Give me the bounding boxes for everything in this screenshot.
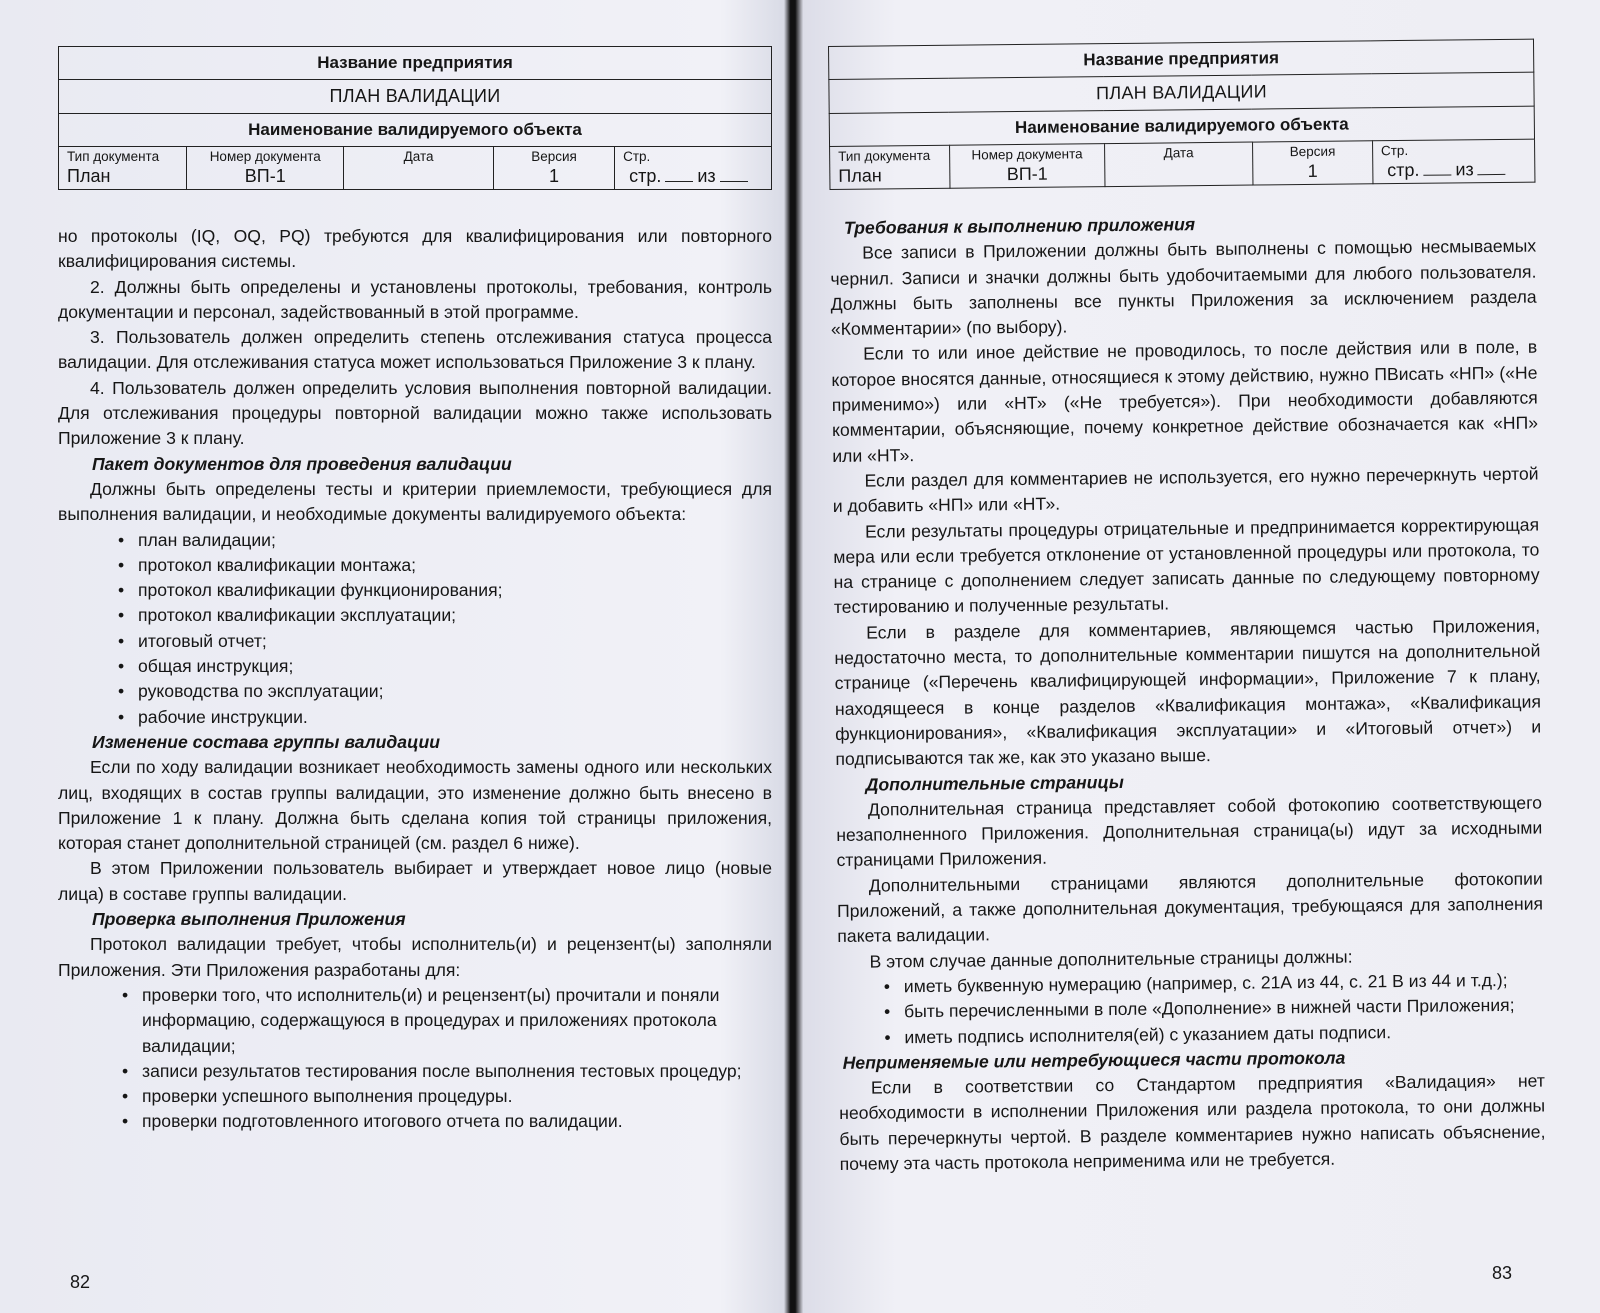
paragraph: Протокол валидации требует, чтобы исполнитель(и) и рецензент(ы) заполняли Приложения. Эти Приложения разработаны для: bbox=[58, 934, 772, 980]
object-title: Наименование валидируемого объекта bbox=[829, 106, 1534, 146]
page-number-right: 83 bbox=[1492, 1263, 1513, 1283]
list-item: • проверки того, что исполнитель(и) и рецензент(ы) прочитали и поняли информацию, содержащуюся в процедурах и приложениях протокола валидации; bbox=[120, 983, 772, 1059]
right-page-body bbox=[830, 209, 1546, 1178]
list-item: • рабочие инструкции. bbox=[116, 705, 772, 730]
list-item: • иметь подпись исполнителя(ей) с указанием даты подписи. bbox=[882, 1018, 1544, 1050]
list-item: • итоговый отчет; bbox=[116, 629, 772, 654]
paragraph: Если по ходу валидации возникает необходимость замены одного или нескольких лиц, входящих в состав группы валидации, это изменение должно быть внесено в Приложение 1 к плану. Должна быть сделана копия той страницы приложения, которая станет дополнительной страницей (см. раздел 6 ниже). bbox=[58, 757, 772, 854]
list-item: • быть перечисленными в поле «Дополнение» в нижней части Приложения; bbox=[882, 993, 1544, 1025]
bullet-list bbox=[120, 983, 772, 1135]
section-heading: Проверка выполнения Приложения bbox=[92, 909, 406, 930]
plan-title: ПЛАН ВАЛИДАЦИИ bbox=[59, 80, 772, 114]
paragraph: Дополнительная страница представляет собой фотокопию соответствующего незаполненного Приложения. Дополнительная страница(ы) идут за исходными страницами Приложения. bbox=[836, 792, 1543, 871]
list-item: • проверки успешного выполнения процедуры. bbox=[120, 1084, 772, 1109]
section-heading: Требования к выполнению приложения bbox=[843, 214, 1196, 238]
paragraph: Если результаты процедуры отрицательные и предпринимается корректирующая мера или если требуется отклонение от установленной процедуры или протокола, то на странице с дополнением следует записать данные по следующему повторному тестированию и полученные результаты. bbox=[833, 514, 1540, 618]
paragraph: Если раздел для комментариев не используется, его нужно перечеркнуть чертой и добавить «НП» или «НТ». bbox=[832, 463, 1539, 517]
version-cell: Версия 1 bbox=[493, 147, 614, 190]
section-heading: Пакет документов для проведения валидации bbox=[92, 453, 512, 474]
document-header-table bbox=[828, 39, 1535, 190]
company-name: Название предприятия bbox=[829, 39, 1534, 79]
list-item: • проверки подготовленного итогового отчета по валидации. bbox=[120, 1109, 772, 1134]
left-page-body bbox=[58, 224, 772, 1135]
doc-type-cell: Тип документа План bbox=[59, 147, 187, 190]
paragraph: Если в соответствии со Стандартом предприятия «Валидация» нет необходимости в исполнении Приложения или раздела протокола, то они должны быть перечеркнуты чертой. В разделе комментариев нужно написать объяснение, почему эта часть протокола неприменима или не требуется. bbox=[839, 1070, 1546, 1174]
date-cell: Дата bbox=[344, 147, 494, 190]
right-page bbox=[828, 0, 1546, 1177]
list-item: • план валидации; bbox=[116, 528, 772, 553]
page-number-left: 82 bbox=[70, 1272, 91, 1292]
paragraph: 4. Пользователь должен определить условия выполнения повторной валидации. Для отслеживания процедуры повторной валидации можно также использовать Приложение 3 к плану. bbox=[58, 377, 772, 449]
paragraph: В этом Приложении пользователь выбирает и утверждает новое лицо (новые лица) в составе группы валидации. bbox=[58, 858, 772, 904]
doc-type-cell: Тип документа План bbox=[830, 145, 950, 189]
paragraph: Если в разделе для комментариев, являющемся частью Приложения, недостаточно места, то дополнительные комментарии пишутся на дополнительной странице («Перечень квалифицирующей информации», Приложение 7 к плану, находящееся в конце разделов «Квалификация монтажа», «Квалификация функционирования», «Квалификация эксплуатации» и «Итоговый отчет») и подписываются так же, как это указано выше. bbox=[834, 615, 1542, 770]
doc-number-cell: Номер документа ВП-1 bbox=[949, 144, 1105, 189]
list-item: • записи результатов тестирования после выполнения тестовых процедур; bbox=[120, 1059, 772, 1084]
list-item: • протокол квалификации эксплуатации; bbox=[116, 603, 772, 628]
list-item: • руководства по эксплуатации; bbox=[116, 679, 772, 704]
doc-number-cell: Номер документа ВП-1 bbox=[187, 147, 344, 190]
bullet-list bbox=[116, 528, 772, 730]
list-item: • общая инструкция; bbox=[116, 654, 772, 679]
section-heading: Неприменяемые или нетребующиеся части протокола bbox=[842, 1047, 1346, 1073]
page-cell: Стр. стр. из bbox=[1372, 139, 1535, 184]
paragraph: В этом случае данные дополнительные страницы должны: bbox=[869, 946, 1353, 972]
paragraph: 3. Пользователь должен определить степень отслеживания статуса процесса валидации. Для отслеживания статуса может использоваться Приложение 3 к плану. bbox=[58, 327, 772, 373]
list-item: • протокол квалификации монтажа; bbox=[116, 553, 772, 578]
date-cell: Дата bbox=[1104, 142, 1252, 187]
version-cell: Версия 1 bbox=[1253, 141, 1373, 185]
paragraph: 2. Должны быть определены и установлены протоколы, требования, контроль документации и персонал, задействованный в этой программе. bbox=[58, 276, 772, 322]
list-item: • протокол квалификации функционирования; bbox=[116, 578, 772, 603]
left-page bbox=[58, 0, 772, 1135]
paragraph: Дополнительными страницами являются дополнительные фотокопии Приложений, а также дополнительная документация, требующаяся для заполнения пакета валидации. bbox=[836, 868, 1544, 947]
section-heading: Изменение состава группы валидации bbox=[92, 731, 440, 752]
page-cell: Стр. стр. из bbox=[615, 147, 772, 190]
section-heading: Дополнительные страницы bbox=[865, 771, 1124, 795]
document-header-table bbox=[58, 46, 772, 190]
list-item: • иметь буквенную нумерацию (например, с. 21А из 44, с. 21 В из 44 и т.д.); bbox=[882, 967, 1544, 999]
object-title: Наименование валидируемого объекта bbox=[59, 114, 772, 147]
paragraph: но протоколы (IQ, OQ, PQ) требуются для квалифицирования или повторного квалифицирования системы. bbox=[58, 226, 772, 272]
bullet-list bbox=[882, 967, 1545, 1050]
paragraph: Если то или иное действие не проводилось, то после действия или в поле, в которое вносятся данные, относящиеся к этому действию, нужно ПВисать «НП» («Не применимо») или «НТ» («Не требуется»). При необходимости добавляются комментарии, объясняющие, почему конкретное действие обозначается как «НП» или «НТ». bbox=[831, 337, 1539, 466]
plan-title: ПЛАН ВАЛИДАЦИИ bbox=[829, 72, 1534, 113]
paragraph: Должны быть определены тесты и критерии приемлемости, требующиеся для выполнения валидации, и необходимые документы валидируемого объекта: bbox=[58, 478, 772, 525]
paragraph: Все записи в Приложении должны быть выполнены с помощью несмываемых чернил. Записи и значки должны быть удобочитаемыми для любого пользователя. Должны быть заполнены все пункты Приложения за исключением раздела «Комментарии» (по выбору). bbox=[830, 235, 1537, 340]
company-name: Название предприятия bbox=[59, 47, 772, 80]
